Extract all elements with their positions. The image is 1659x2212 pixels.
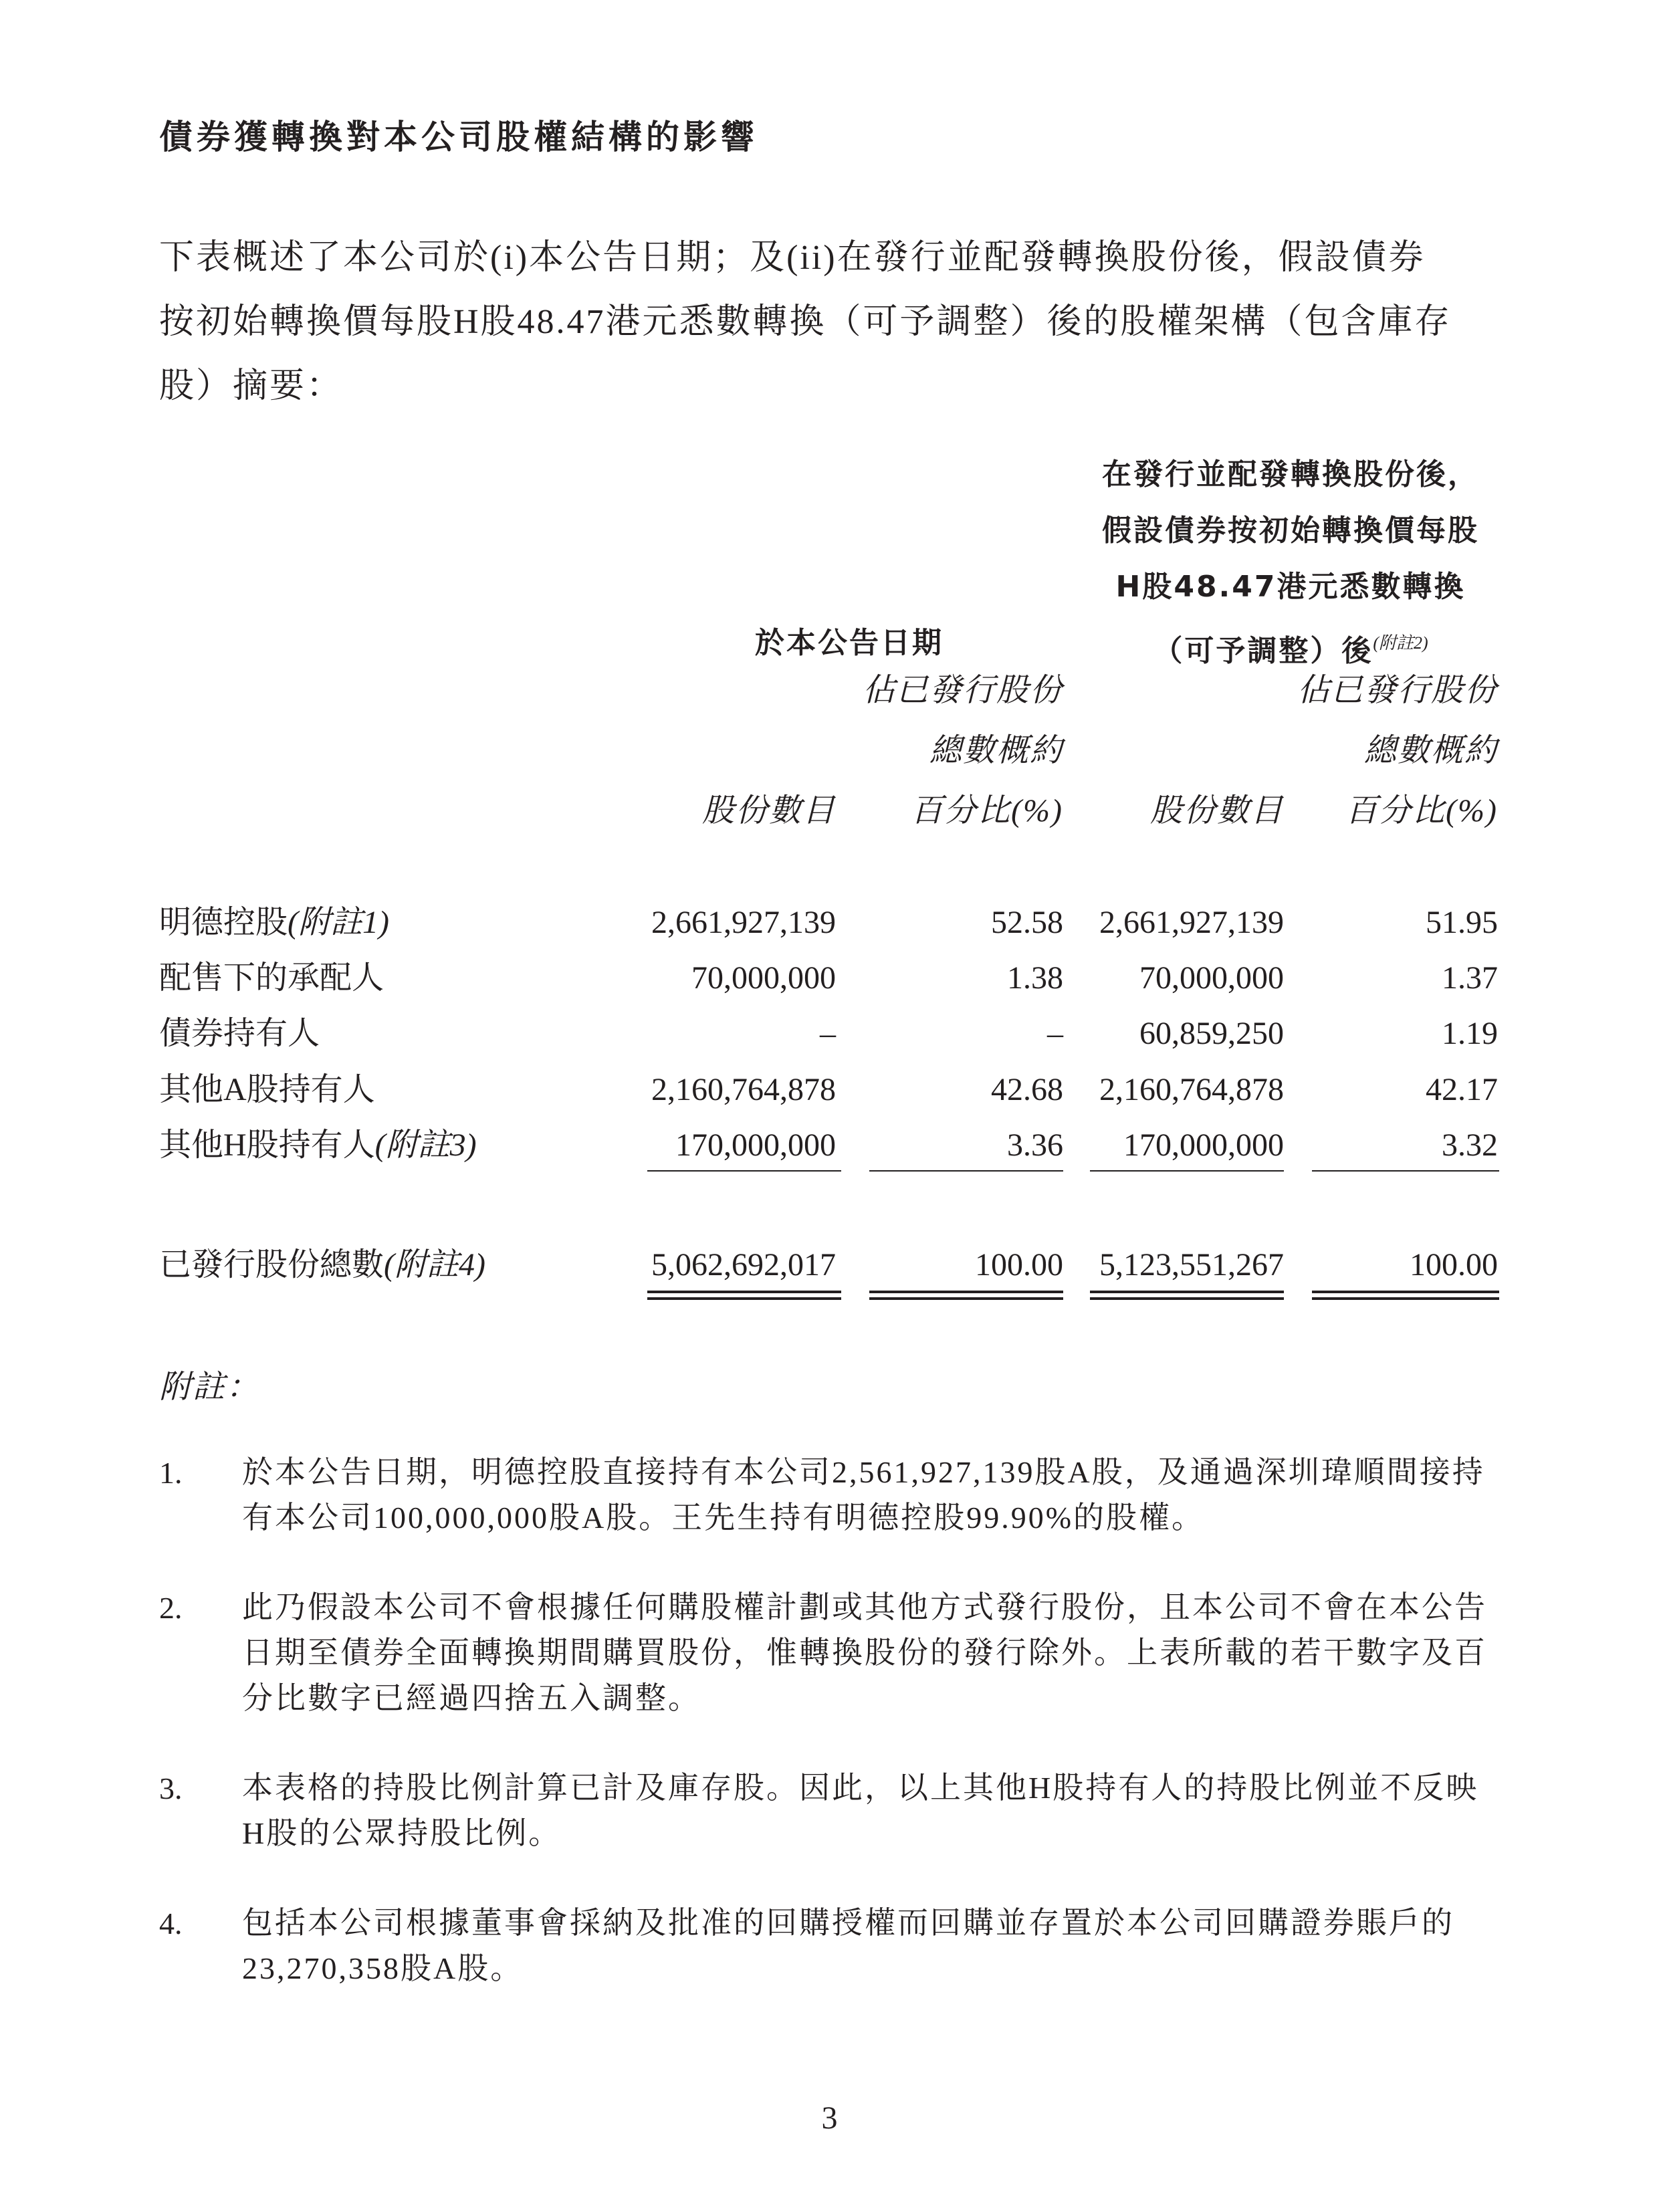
cell-pct-now: 3.36 — [1007, 1127, 1063, 1163]
cell-pct-now: 1.38 — [1007, 960, 1063, 996]
col-header-line: 總數概約 — [929, 733, 1063, 768]
note-number: 3. — [159, 1771, 183, 1805]
note-number: 1. — [159, 1456, 183, 1490]
note-line: 有本公司100,000,000股A股。王先生持有明德控股99.90%的股權。 — [242, 1501, 1205, 1535]
total-row-label — [159, 1245, 485, 1285]
col-header-pct-after — [1264, 661, 1498, 841]
table-row-label — [159, 1014, 320, 1054]
cell-pct-after: 51.95 — [1426, 905, 1498, 940]
intro-line: 股）摘要： — [159, 367, 344, 405]
col-header-line: 總數概約 — [1363, 733, 1498, 768]
note-number: 4. — [159, 1906, 183, 1941]
table-row-label — [159, 903, 389, 943]
row-label-text: 配售下的承配人 — [159, 960, 384, 996]
cell-shares-now: 2,160,764,878 — [651, 1072, 836, 1107]
group-header-after-conversion — [1083, 447, 1498, 679]
group-header-line: H股48.47港元悉數轉換 — [1115, 570, 1466, 604]
col-header-shares-now: 股份數目 — [701, 793, 836, 828]
total-double-rule — [1090, 1291, 1284, 1300]
group-header-announcement-date: 於本公告日期 — [755, 626, 944, 660]
row-label-text: 其他H股持有人 — [159, 1127, 375, 1163]
col-header-line: 百分比(%) — [1345, 793, 1498, 828]
cell-shares-now: 70,000,000 — [691, 960, 836, 996]
group-header-line-text: （可予調整）後 — [1153, 634, 1373, 668]
note-line: 此乃假設本公司不會根據任何購股權計劃或其他方式發行股份，且本公司不會在本公告 — [242, 1590, 1487, 1624]
note-line: 分比數字已經過四捨五入調整。 — [242, 1681, 701, 1715]
group-header-line: 假設債券按初始轉換價每股 — [1102, 514, 1479, 548]
subtotal-rule — [869, 1170, 1063, 1172]
total-double-rule — [647, 1291, 841, 1300]
note-number: 2. — [159, 1591, 183, 1625]
intro-line: 下表概述了本公司於(i)本公告日期；及(ii)在發行並配發轉換股份後，假設債券 — [159, 239, 1426, 277]
section-heading: 債券獲轉換對本公司股權結構的影響 — [159, 118, 758, 156]
table-row-label — [159, 1125, 477, 1166]
subtotal-rule — [647, 1170, 841, 1172]
row-label-text: 債券持有人 — [159, 1016, 320, 1051]
subtotal-rule — [1090, 1170, 1284, 1172]
page-number: 3 — [821, 2100, 838, 2136]
cell-shares-now: 2,661,927,139 — [651, 905, 836, 940]
cell-pct-after: 1.37 — [1442, 960, 1498, 996]
col-header-line: 百分比(%) — [911, 793, 1063, 828]
note-line: 本表格的持股比例計算已計及庫存股。因此，以上其他H股持有人的持股比例並不反映 — [242, 1771, 1479, 1805]
note-line: H股的公眾持股比例。 — [242, 1816, 562, 1850]
subtotal-rule — [1312, 1170, 1499, 1172]
table-row-label — [159, 958, 384, 998]
cell-pct-now: – — [1047, 1016, 1063, 1051]
group-header-line: 在發行並配發轉換股份後， — [1102, 457, 1479, 491]
total-double-rule — [869, 1291, 1063, 1300]
row-note-ref: (附註3) — [374, 1127, 477, 1163]
cell-pct-now: 42.68 — [991, 1072, 1063, 1107]
cell-pct-now: 52.58 — [991, 905, 1063, 940]
total-double-rule — [1312, 1291, 1499, 1300]
table-row-label — [159, 1070, 375, 1110]
note-line: 於本公告日期，明德控股直接持有本公司2,561,927,139股A股，及通過深圳瑋順間接持 — [242, 1455, 1485, 1489]
row-label-text: 明德控股 — [159, 905, 288, 940]
total-pct-after: 100.00 — [1410, 1247, 1498, 1283]
cell-shares-now: 170,000,000 — [675, 1127, 836, 1163]
cell-shares-after: 2,160,764,878 — [1099, 1072, 1284, 1107]
cell-pct-after: 3.32 — [1442, 1127, 1498, 1163]
note-reference: (附註2) — [1373, 633, 1428, 653]
note-text — [242, 1900, 1499, 1991]
intro-paragraph — [159, 226, 1503, 419]
cell-shares-after: 60,859,250 — [1139, 1016, 1284, 1051]
cell-pct-after: 42.17 — [1426, 1072, 1498, 1107]
col-header-pct-now — [829, 661, 1063, 841]
total-shares-now: 5,062,692,017 — [651, 1247, 836, 1283]
note-text — [242, 1765, 1499, 1856]
row-note-ref: (附註4) — [384, 1247, 485, 1283]
note-line: 23,270,358股A股。 — [242, 1951, 524, 1985]
cell-shares-after: 70,000,000 — [1139, 960, 1284, 996]
cell-pct-after: 1.19 — [1442, 1016, 1498, 1051]
col-header-line: 佔已發行股份 — [862, 673, 1063, 708]
col-header-line: 佔已發行股份 — [1297, 673, 1498, 708]
col-header-shares-after: 股份數目 — [1149, 793, 1284, 828]
row-label-text: 其他A股持有人 — [159, 1072, 375, 1107]
intro-line: 按初始轉換價每股H股48.47港元悉數轉換（可予調整）後的股權架構（包含庫存 — [159, 303, 1452, 341]
note-text — [242, 1585, 1499, 1721]
note-text — [242, 1450, 1499, 1541]
cell-shares-now: – — [820, 1016, 836, 1051]
cell-shares-after: 2,661,927,139 — [1099, 905, 1284, 940]
note-line: 日期至債券全面轉換期間購買股份，惟轉換股份的發行除外。上表所載的若干數字及百 — [242, 1636, 1487, 1670]
total-shares-after: 5,123,551,267 — [1099, 1247, 1284, 1283]
total-pct-now: 100.00 — [975, 1247, 1063, 1283]
row-label-text: 已發行股份總數 — [159, 1247, 384, 1283]
notes-title: 附註： — [159, 1369, 260, 1405]
note-line: 包括本公司根據董事會採納及批准的回購授權而回購並存置於本公司回購證券賬戶的 — [242, 1906, 1454, 1940]
row-note-ref: (附註1) — [288, 905, 389, 940]
cell-shares-after: 170,000,000 — [1123, 1127, 1284, 1163]
